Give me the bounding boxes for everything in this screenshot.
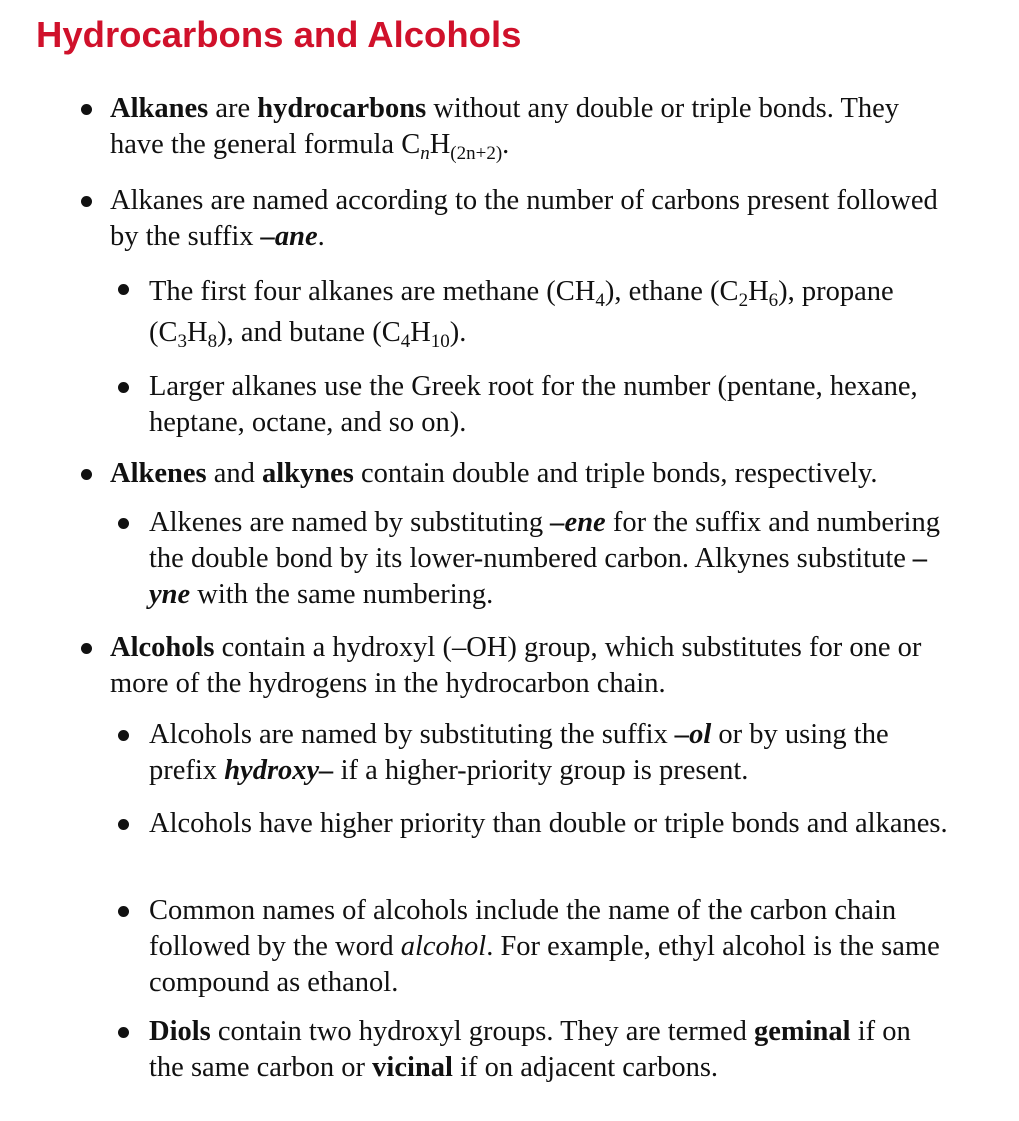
sub-bullet-diols — [149, 1014, 949, 1086]
list-item-text: Alcohols contain a hydroxyl (–OH) group, which substitutes for one or more of the hydrogens in the hydrocarbon chain. — [110, 632, 922, 699]
bullet-alcohols-definition — [110, 630, 945, 702]
bullet-alkane-naming — [110, 183, 945, 255]
sub-bullet-common-names — [149, 893, 949, 1001]
bullet-dot-icon — [81, 196, 92, 207]
bullet-dot-icon — [118, 906, 129, 917]
list-item-text: Alkanes are named according to the number of carbons present followed by the suffix –ane. — [110, 185, 938, 252]
sub-bullet-alcohol-naming — [149, 717, 949, 789]
bullet-dot-icon — [118, 819, 129, 830]
bullet-dot-icon — [81, 643, 92, 654]
list-item-text: Diols contain two hydroxyl groups. They are termed geminal if on the same carbon or vicinal if on adjacent carbons. — [149, 1016, 911, 1083]
list-item-text: Alcohols have higher priority than double or triple bonds and alkanes. — [149, 808, 948, 839]
list-item-text: Alkenes and alkynes contain double and triple bonds, respectively. — [110, 458, 878, 489]
list-item-text: Alkenes are named by substituting –ene for the suffix and numbering the double bond by its lower-numbered carbon. Alkynes substitute –yne with the same numbering. — [149, 507, 940, 610]
list-item-text: The first four alkanes are methane $(CH_4)$, ethane $(C_2H_6)$, propane $(C_3H_8)$, and butane $(C_4H_{10})$. — [149, 276, 894, 352]
list-item-text: Alkanes are hydrocarbons without any double or triple bonds. They have the general formula $C_nH_{(2n+2)}$. — [110, 93, 900, 164]
list-item-text: Common names of alcohols include the name of the carbon chain followed by the word alcohol. For example, ethyl alcohol is the same compound as ethanol. — [149, 895, 940, 998]
page-title: Hydrocarbons and Alcohols — [36, 14, 522, 55]
list-item-text: Alcohols are named by substituting the suffix –ol or by using the prefix hydroxy– if a higher-priority group is present. — [149, 719, 889, 786]
bullet-alkenes-alkynes — [110, 456, 945, 492]
bullet-dot-icon — [118, 1027, 129, 1038]
sub-bullet-first-four-alkanes — [149, 271, 949, 353]
bullet-dot-icon — [118, 284, 129, 295]
bullet-dot-icon — [81, 469, 92, 480]
list-item-text: Larger alkanes use the Greek root for the number (pentane, hexane, heptane, octane, and so on). — [149, 371, 918, 438]
sub-bullet-alcohol-priority — [149, 806, 949, 842]
sub-bullet-larger-alkanes — [149, 369, 949, 441]
bullet-dot-icon — [118, 730, 129, 741]
bullet-dot-icon — [81, 104, 92, 115]
bullet-alkanes-definition — [110, 91, 945, 163]
sub-bullet-alkene-naming — [149, 505, 949, 613]
bullet-dot-icon — [118, 382, 129, 393]
bullet-dot-icon — [118, 518, 129, 529]
